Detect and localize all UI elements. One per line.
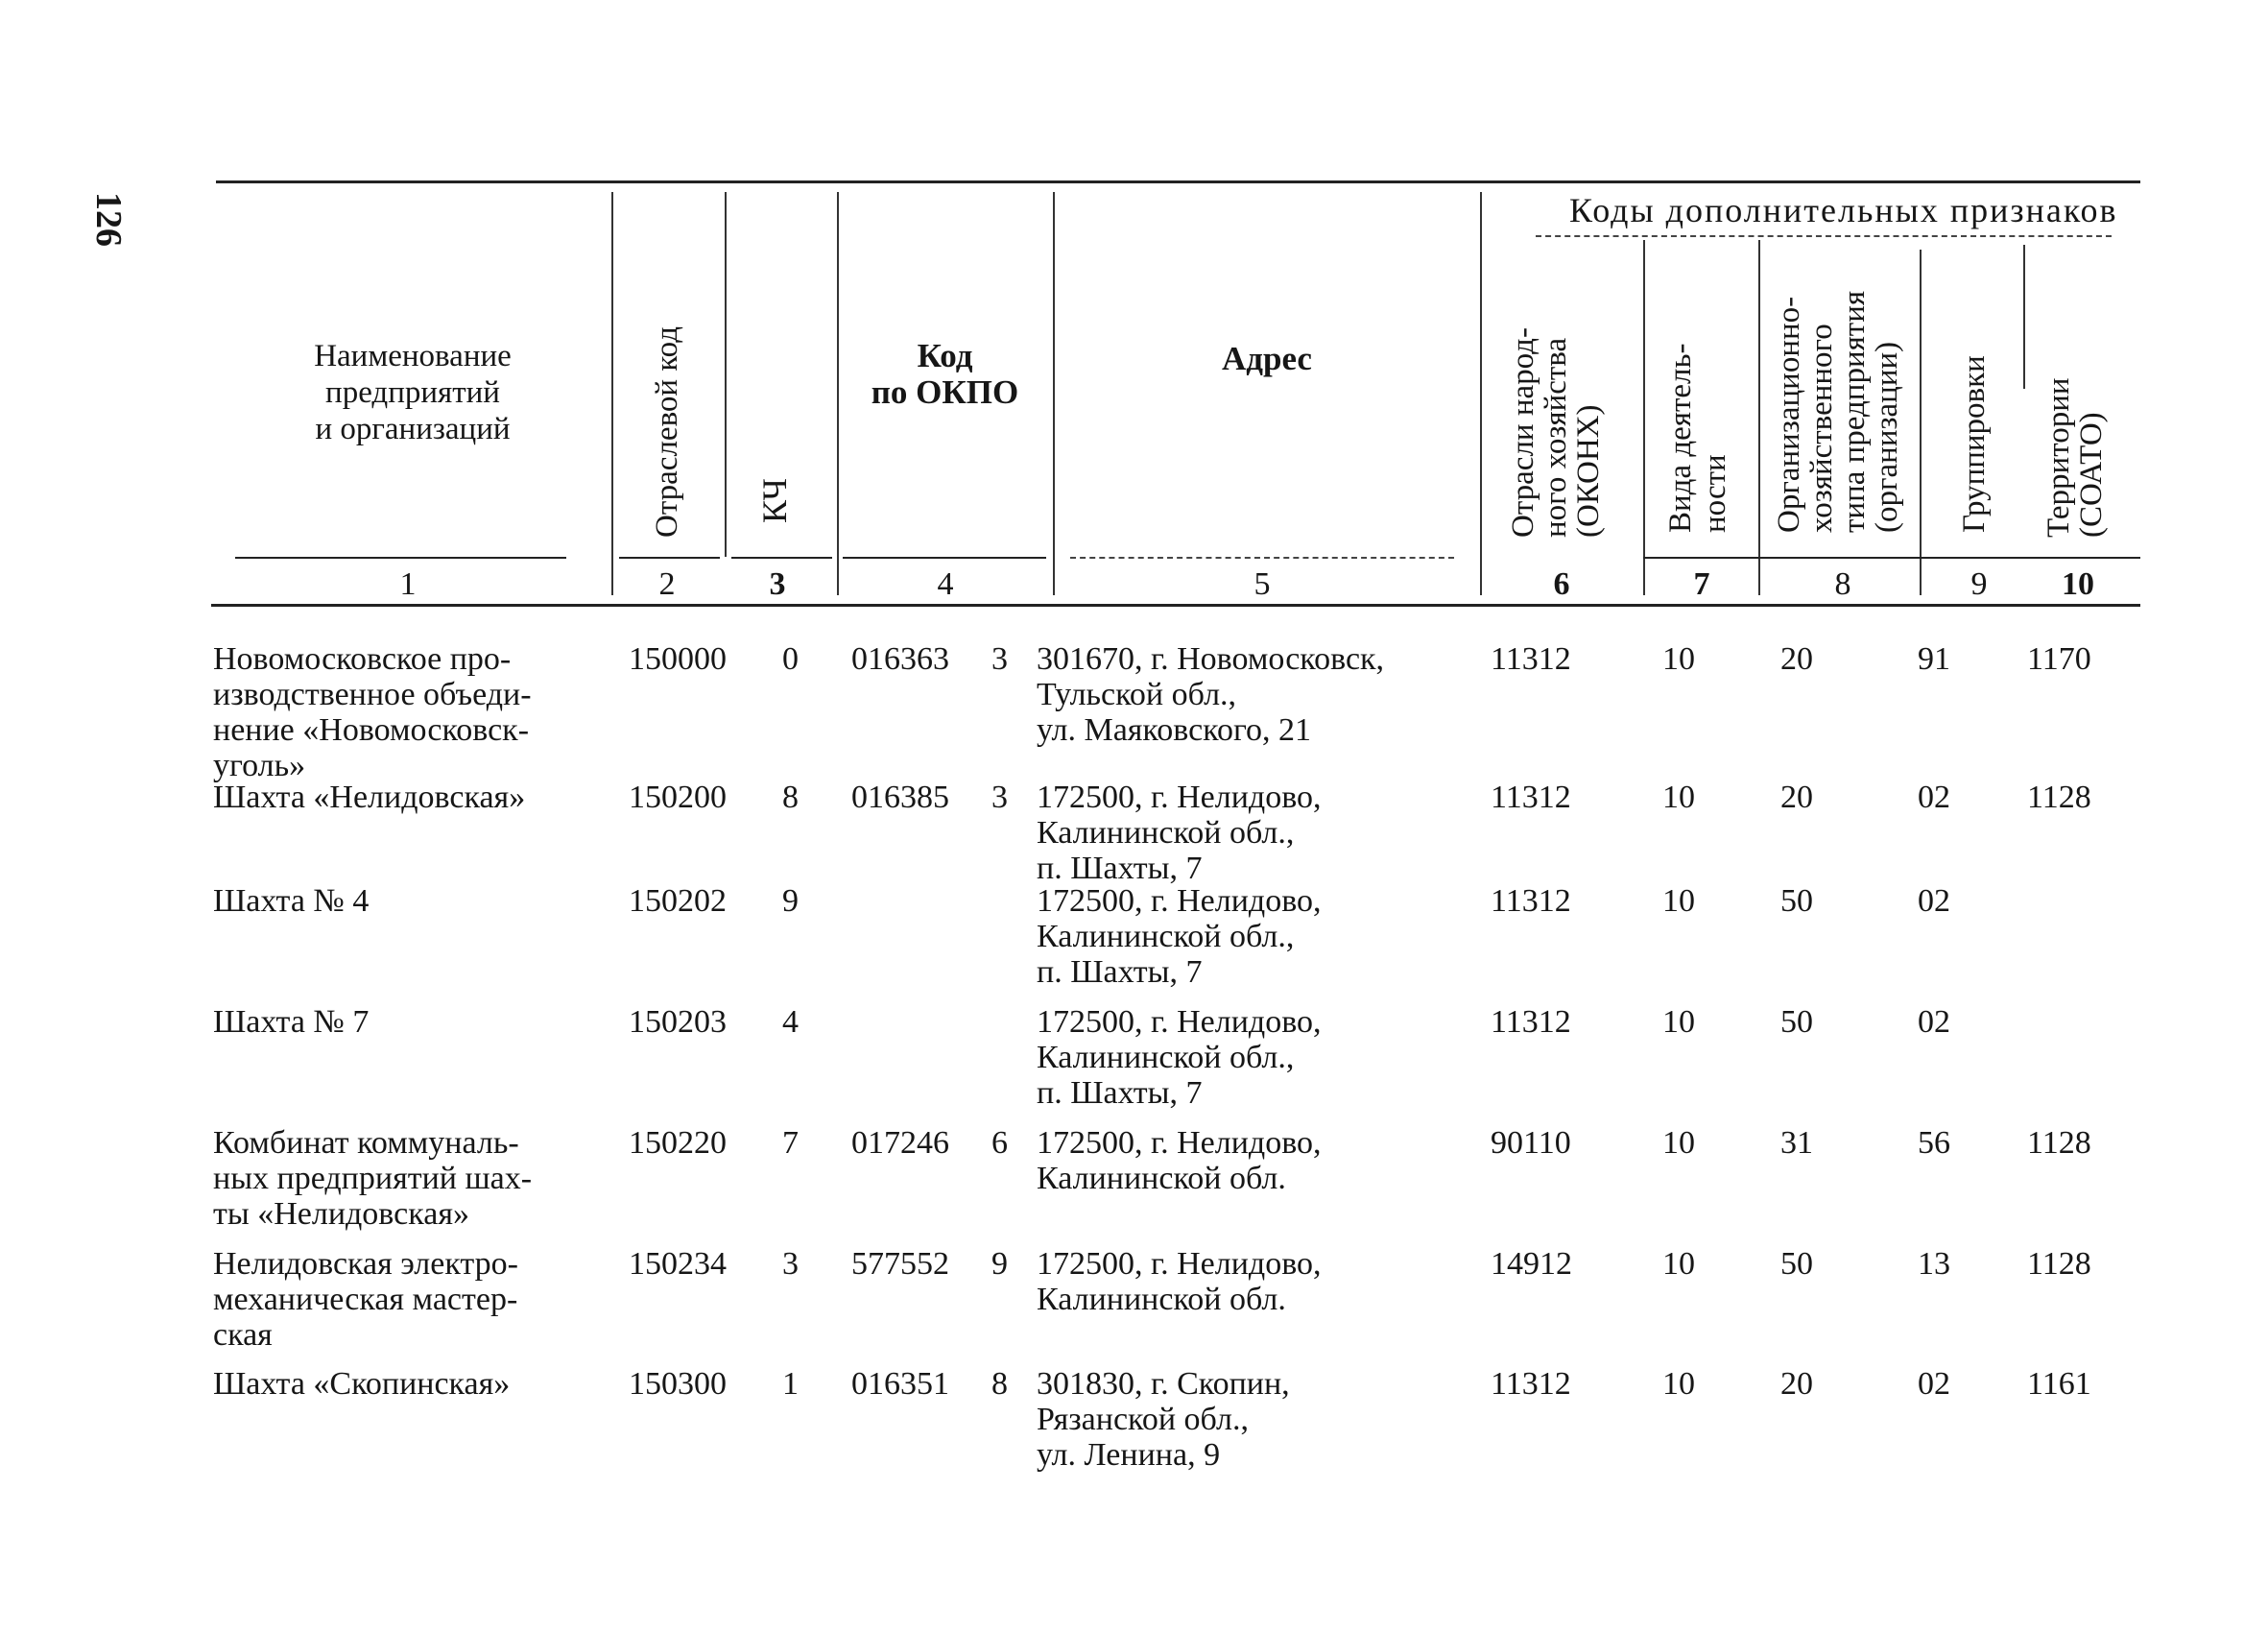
okonh: 11312	[1491, 641, 1571, 677]
header-sector-code: Отраслевой код	[650, 325, 684, 538]
header-divider	[1643, 240, 1645, 595]
okpo-check: 6	[991, 1125, 1008, 1161]
column-number: 3	[769, 566, 786, 602]
header-okpo: Код по ОКПО	[871, 337, 1019, 411]
grouping-code: 02	[1918, 1004, 1950, 1040]
column-number: 6	[1553, 566, 1570, 602]
column-number: 8	[1834, 566, 1851, 602]
org-name: Новомосковское про- изводственное объеди- нение «Новомосковск- уголь»	[213, 641, 532, 783]
soato-code: 1128	[2027, 1246, 2091, 1282]
header-divider	[611, 192, 613, 595]
column-number: 9	[1970, 566, 1988, 602]
column-number: 5	[1253, 566, 1271, 602]
number-row-rule	[1758, 557, 1920, 559]
okpo-check: 9	[991, 1246, 1008, 1282]
kch: 7	[782, 1125, 799, 1161]
grouping-code: 91	[1918, 641, 1950, 677]
okonh: 11312	[1491, 1366, 1571, 1402]
activity-code: 10	[1662, 1246, 1695, 1282]
okpo-check: 3	[991, 641, 1008, 677]
page-number: 126	[88, 192, 129, 247]
header-divider	[1480, 192, 1482, 595]
header-name: Наименование предприятий и организаций	[314, 339, 512, 446]
address: 172500, г. Нелидово, Калининской обл., п. Шахты, 7	[1037, 780, 1322, 886]
org-name: Шахта «Нелидовская»	[213, 780, 526, 815]
activity-code: 10	[1662, 883, 1695, 919]
sector-code: 150220	[629, 1125, 727, 1161]
kch: 0	[782, 641, 799, 677]
okpo-code: 016385	[851, 780, 949, 815]
org-name: Шахта № 7	[213, 1004, 370, 1040]
header-okonh: Отрасли народ- ного хозяйства (ОКОНХ)	[1506, 327, 1606, 538]
okpo-check: 8	[991, 1366, 1008, 1402]
sector-code: 150300	[629, 1366, 727, 1402]
okonh: 11312	[1491, 780, 1571, 815]
activity-code: 10	[1662, 780, 1695, 815]
okonh: 11312	[1491, 883, 1571, 919]
address: 301830, г. Скопин, Рязанской обл., ул. Ленина, 9	[1037, 1366, 1290, 1473]
header-address: Адрес	[1222, 340, 1312, 377]
grouping-code: 13	[1918, 1246, 1950, 1282]
header-territory: Территории (СОАТО)	[2041, 377, 2109, 538]
header-divider	[1920, 250, 1922, 595]
okonh: 90110	[1491, 1125, 1571, 1161]
header-divider	[837, 192, 839, 595]
sector-code: 150234	[629, 1246, 727, 1282]
activity-code: 10	[1662, 1366, 1695, 1402]
activity-code: 10	[1662, 641, 1695, 677]
kch: 3	[782, 1246, 799, 1282]
number-row-rule	[1920, 557, 2140, 559]
org-type-code: 20	[1780, 780, 1813, 815]
org-type-code: 31	[1780, 1125, 1813, 1161]
org-name: Шахта «Скопинская»	[213, 1366, 511, 1402]
kch: 9	[782, 883, 799, 919]
grouping-code: 02	[1918, 883, 1950, 919]
address: 301670, г. Новомосковск, Тульской обл., ул. Маяковского, 21	[1037, 641, 1385, 748]
group-title: Коды дополнительных признаков	[1569, 191, 2118, 229]
activity-code: 10	[1662, 1125, 1695, 1161]
group-title-rule	[1536, 235, 2112, 237]
address: 172500, г. Нелидово, Калининской обл., п. Шахты, 7	[1037, 883, 1322, 990]
sector-code: 150000	[629, 641, 727, 677]
org-name: Нелидовская электро- механическая мастер- ская	[213, 1246, 518, 1353]
org-type-code: 50	[1780, 883, 1813, 919]
org-type-code: 50	[1780, 1246, 1813, 1282]
header-divider	[2023, 245, 2025, 389]
soato-code: 1161	[2027, 1366, 2091, 1402]
column-number: 1	[399, 566, 417, 602]
header-divider	[725, 192, 727, 557]
grouping-code: 56	[1918, 1125, 1950, 1161]
org-type-code: 50	[1780, 1004, 1813, 1040]
column-number: 10	[2062, 566, 2094, 602]
sector-code: 150203	[629, 1004, 727, 1040]
column-number: 7	[1693, 566, 1710, 602]
number-row-rule	[235, 557, 566, 559]
soato-code: 1128	[2027, 1125, 2091, 1161]
grouping-code: 02	[1918, 780, 1950, 815]
number-row-rule	[1643, 557, 1760, 559]
sector-code: 150200	[629, 780, 727, 815]
okpo-check: 3	[991, 780, 1008, 815]
grouping-code: 02	[1918, 1366, 1950, 1402]
org-type-code: 20	[1780, 1366, 1813, 1402]
address: 172500, г. Нелидово, Калининской обл.	[1037, 1246, 1322, 1317]
number-row-rule	[619, 557, 720, 559]
org-name: Комбинат коммуналь- ных предприятий шах- ты «Нелидовская»	[213, 1125, 533, 1232]
table-top-rule	[216, 180, 2140, 183]
okpo-code: 577552	[851, 1246, 949, 1282]
header-divider	[1758, 240, 1760, 595]
soato-code: 1170	[2027, 641, 2091, 677]
okpo-code: 017246	[851, 1125, 949, 1161]
okpo-code: 016351	[851, 1366, 949, 1402]
sector-code: 150202	[629, 883, 727, 919]
address: 172500, г. Нелидово, Калининской обл., п. Шахты, 7	[1037, 1004, 1322, 1111]
column-number: 4	[937, 566, 954, 602]
kch: 8	[782, 780, 799, 815]
org-name: Шахта № 4	[213, 883, 370, 919]
header-kch: КЧ	[755, 478, 794, 523]
activity-code: 10	[1662, 1004, 1695, 1040]
number-row-rule	[731, 557, 832, 559]
number-row-rule	[1070, 557, 1454, 559]
soato-code: 1128	[2027, 780, 2091, 815]
header-divider	[1053, 192, 1055, 595]
header-org-type: Организационно- хозяйственного типа предприятия (организации)	[1772, 290, 1904, 533]
header-bottom-rule	[211, 604, 2140, 607]
okonh: 11312	[1491, 1004, 1571, 1040]
header-grouping: Группировки	[1957, 355, 1992, 533]
okonh: 14912	[1491, 1246, 1572, 1282]
header-activity: Вида деятель- ности	[1663, 343, 1732, 533]
kch: 1	[782, 1366, 799, 1402]
column-number: 2	[658, 566, 676, 602]
okpo-code: 016363	[851, 641, 949, 677]
org-type-code: 20	[1780, 641, 1813, 677]
kch: 4	[782, 1004, 799, 1040]
number-row-rule	[843, 557, 1046, 559]
address: 172500, г. Нелидово, Калининской обл.	[1037, 1125, 1322, 1196]
